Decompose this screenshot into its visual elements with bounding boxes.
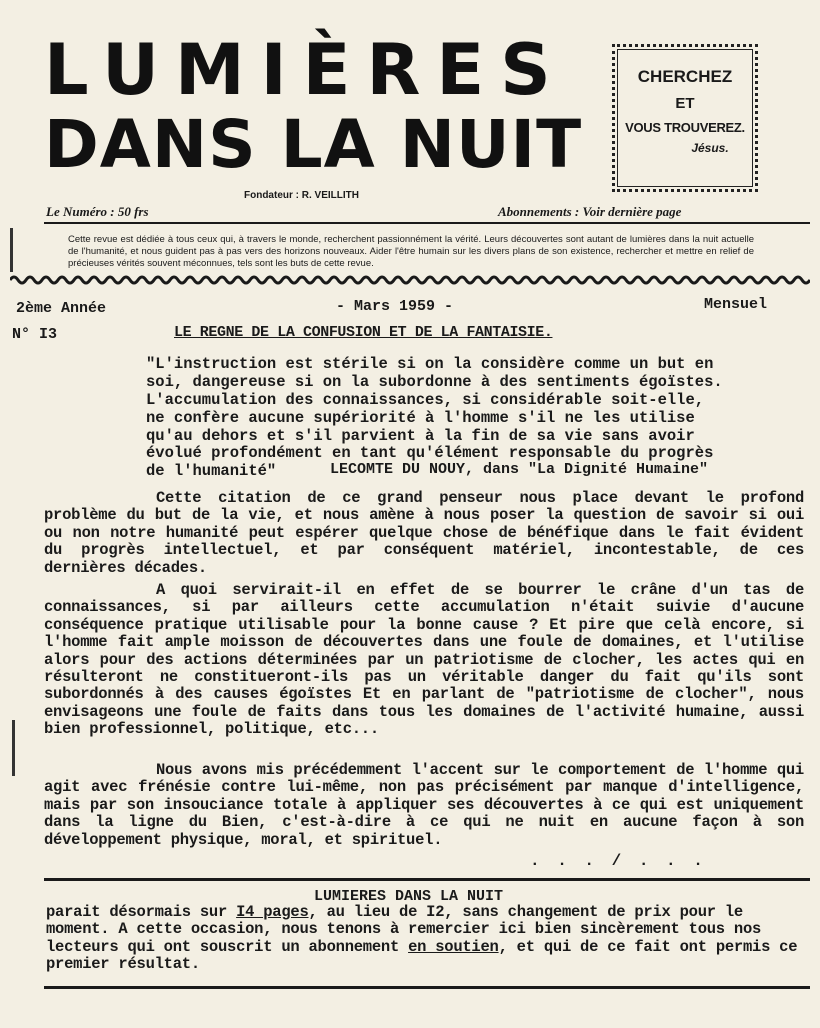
notice-text-part: , au lieu de I2, sans changement de prix pour le moment. A cette occasion, nous tenons à remercier ici bien sincèrement tous nos lecteurs qui ont souscrit un abonnement bbox=[46, 903, 762, 956]
motto-line2: ET bbox=[675, 95, 695, 112]
continued-marker: . . . / . . . bbox=[530, 852, 707, 870]
motto-line3: VOUS TROUVEREZ. bbox=[625, 120, 745, 135]
quote-line: de l'humanité" bbox=[146, 462, 277, 480]
intro-text: Cette revue est dédiée à tous ceux qui, à travers le monde, recherchent passionnément la vérité. Leurs découvertes sont autant de lumières dans la nuit actuelle de l'humanité, et nous guident pas à pas vers des horizons nouveaux. Aider l'être humain sur les divers plans de son existence, rechercher et mettre en relief de précieuses vérités souvent méconnues, tels sont les buts de cette revue. bbox=[68, 234, 754, 269]
issue-number: N° I3 bbox=[12, 326, 58, 343]
article-paragraph-2: A quoi servirait-il en effet de se bourrer le crâne d'un tas de connaissances, si par ailleurs cette accumulation n'était suivie d'aucune conséquence pratique utilisable pour la bonne cause ? Et pire que celà encore, si l'homme fait ample moisson de découvertes dans une foule de domaines, et l'utilise alors pour des actions déterminées par un patriotisme de clocher, les actes qui en résulteront ne constitueront-ils pas un véritable danger du fait qu'ils sont subordonnés à des causes égoïstes Et en parlant de "patriotisme de clocher", nous envisageons une foule de faits dans tous les domaines de l'activité humaine, aussi bien professionnel, politique, etc... bbox=[44, 581, 804, 739]
notice-pages: I4 pages bbox=[236, 903, 309, 921]
notice-text-part: , et qui de ce fait ont permis ce premier résultat. bbox=[46, 937, 798, 974]
issue-date: - Mars 1959 - bbox=[336, 298, 454, 315]
article-paragraph-3: Nous avons mis précédemment l'accent sur le comportement de l'homme qui agit avec frénésie contre lui-même, non pas précisément par manque d'intelligence, mais par son insouciance totale à appliquer ses découvertes à ce qui est uniquement dans la ligne du Bien, c'est-à-dire à ce qui ne nuit en aucune façon à son développement physique, moral, et spirituel. bbox=[44, 761, 804, 849]
quote-line: L'accumulation des connaissances, si considérable soit-elle, bbox=[146, 391, 705, 409]
quote-line: évolué profondément en tant qu'élément responsable du progrès bbox=[146, 444, 714, 462]
quote-author: LECOMTE DU NOUY, dans "La Dignité Humaine" bbox=[330, 461, 709, 478]
header-rule bbox=[44, 222, 810, 224]
notice-top-rule bbox=[44, 878, 810, 881]
notice-bottom-rule bbox=[44, 986, 810, 989]
founder: Fondateur : R. VEILLITH bbox=[244, 190, 359, 201]
notice-text-part: parait désormais sur bbox=[46, 903, 237, 921]
quote-line: ne confère aucune supériorité à l'homme s'il ne les utilise bbox=[146, 409, 695, 427]
notice-text bbox=[46, 904, 804, 974]
masthead-title-line2: DANS LA NUIT bbox=[44, 106, 583, 183]
margin-mark-top bbox=[10, 228, 13, 272]
quote-line: "L'instruction est stérile si on la considère comme un but en bbox=[146, 355, 714, 373]
masthead-title-line1: LUMIÈRES bbox=[44, 29, 567, 111]
subscriptions-note: Abonnements : Voir dernière page bbox=[498, 204, 682, 219]
issue-frequency: Mensuel bbox=[704, 296, 768, 313]
notice-support: en soutien bbox=[408, 937, 499, 956]
margin-mark-bottom bbox=[12, 720, 15, 776]
price: Le Numéro : 50 frs bbox=[46, 204, 149, 219]
motto-attribution: Jésus. bbox=[691, 141, 729, 155]
notice-title: LUMIERES DANS LA NUIT bbox=[314, 888, 504, 905]
issue-year: 2ème Année bbox=[16, 300, 107, 317]
article-headline: LE REGNE DE LA CONFUSION ET DE LA FANTAISIE. bbox=[174, 324, 553, 341]
motto-box bbox=[612, 44, 758, 192]
quote-line: qu'au dehors et s'il parvient à la fin de sa vie sans avoir bbox=[146, 427, 695, 445]
motto-line1: CHERCHEZ bbox=[637, 67, 733, 86]
quote-line: soi, dangereuse si on la subordonne à des sentiments égoïstes. bbox=[146, 373, 723, 391]
wave-divider bbox=[10, 274, 810, 286]
article-paragraph-1: Cette citation de ce grand penseur nous place devant le profond problème du but de la vie, et nous amène à nous poser la question de savoir si oui ou non notre humanité peut espérer quelque chose de bénéfique dans le fait évident du progrès intellectuel, et par conséquent matériel, incontestable, de ces dernières décades. bbox=[44, 489, 804, 577]
